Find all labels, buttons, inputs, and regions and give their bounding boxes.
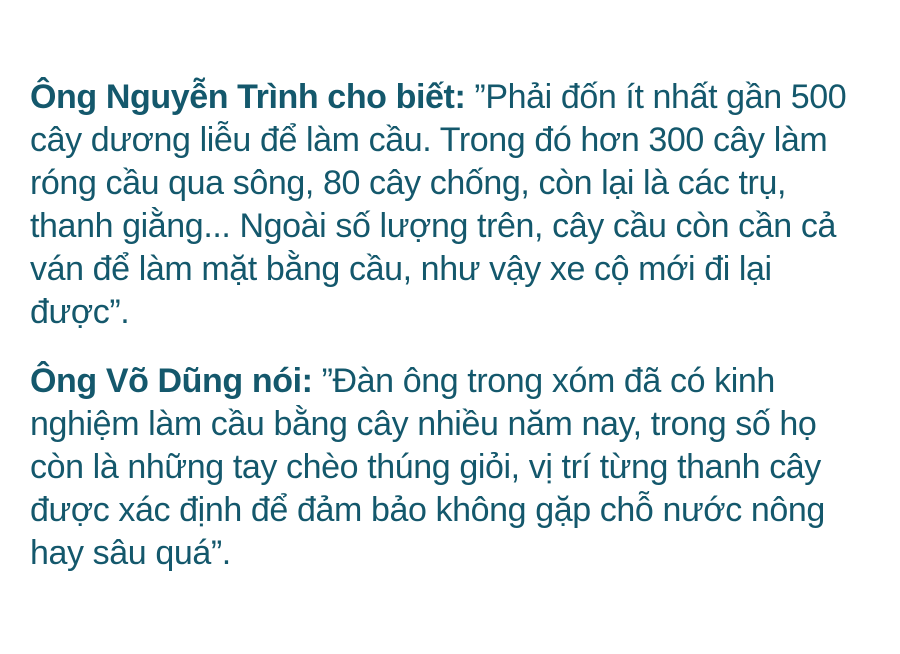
- paragraph-lead: Ông Võ Dũng nói:: [30, 362, 313, 400]
- paragraph-body: ”Đàn ông trong xóm đã có kinh nghiệm làm cầu bằng cây nhiều năm nay, trong số họ còn là những tay chèo thúng giỏi, vị trí từng thanh cây được xác định để đảm bảo không gặp chỗ nước nông hay sâu quá”.: [30, 362, 825, 572]
- paragraph-lead: Ông Nguyễn Trình cho biết:: [30, 78, 466, 116]
- article-paragraph: [30, 76, 874, 334]
- article-paragraph: [30, 360, 874, 575]
- paragraph-body: ”Phải đốn ít nhất gần 500 cây dương liễu để làm cầu. Trong đó hơn 300 cây làm róng cầu qua sông, 80 cây chống, còn lại là các trụ, thanh giằng... Ngoài số lượng trên, cây cầu còn cần cả ván để làm mặt bằng cầu, như vậy xe cộ mới đi lại được”.: [30, 78, 847, 331]
